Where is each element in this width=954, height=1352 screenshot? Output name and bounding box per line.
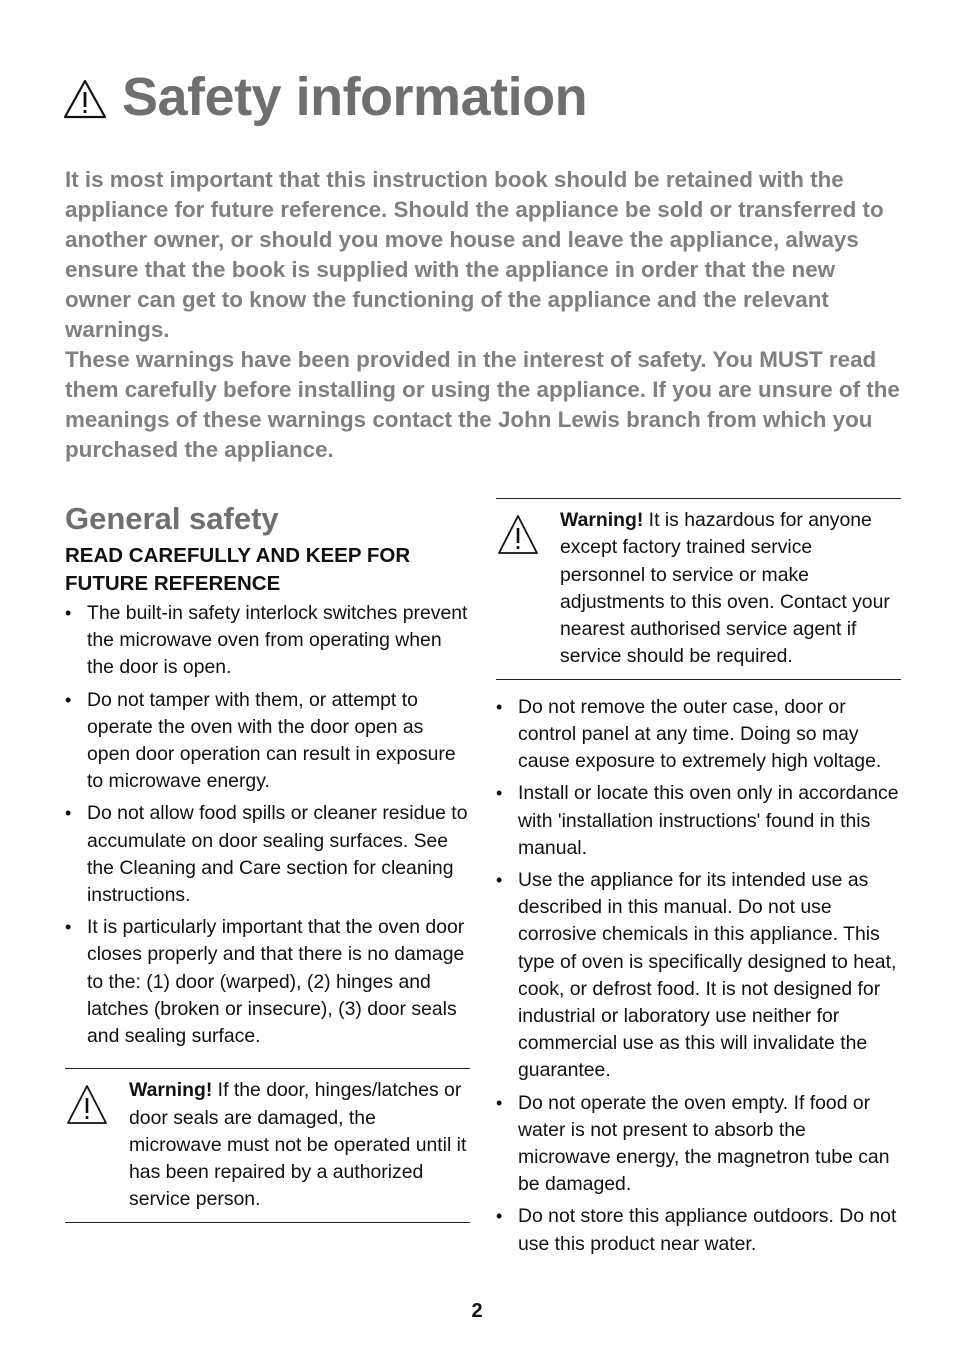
- list-item: • Do not operate the oven empty. If food or water is not present to absorb the microwave energy, the magnetron tube can be damaged.: [496, 1090, 901, 1199]
- general-safety-list: [65, 600, 470, 1050]
- list-item: • Do not tamper with them, or attempt to operate the oven with the door open as open door operation can result in exposure to microwave energy.: [65, 687, 470, 796]
- list-item: • Install or locate this oven only in accordance with 'installation instructions' found in this manual.: [496, 780, 901, 862]
- right-safety-list: [496, 694, 901, 1258]
- list-item: • Do not store this appliance outdoors. Do not use this product near water.: [496, 1203, 901, 1257]
- warning-box-service: [496, 498, 901, 680]
- intro-section: [65, 165, 907, 465]
- list-item: • The built-in safety interlock switches prevent the microwave oven from operating when the door is open.: [65, 600, 470, 682]
- page-title-text: Safety information: [122, 67, 588, 127]
- read-carefully-subheading: READ CAREFULLY AND KEEP FOR FUTURE REFERENCE: [65, 544, 411, 595]
- intro-paragraph-1: It is most important that this instruction book should be retained with the appliance for future reference. Should the appliance be sold or transferred to another owner, or should you move house and leave the appliance, always ensure that the book is supplied with the appliance in order that the new owner can get to know the functioning of the appliance and the relevant warnings.: [65, 167, 884, 342]
- warning-triangle-icon: [65, 1083, 109, 1127]
- list-item: • It is particularly important that the oven door closes properly and that there is no damage to the: (1) door (warped), (2) hinges and latches (broken or insecure), (3) door seals and sealing surface.: [65, 914, 470, 1050]
- page-title: [62, 66, 587, 128]
- warning-body: If the door, hinges/latches or door seals are damaged, the microwave must not be operated until it has been repaired by a authorized service person.: [129, 1079, 467, 1211]
- warning-body: It is hazardous for anyone except factory trained service personnel to service or make adjustments to this oven. Contact your nearest authorised service agent if service should be required.: [560, 509, 890, 668]
- warning-label: Warning!: [129, 1079, 213, 1102]
- list-item: • Do not allow food spills or cleaner residue to accumulate on door sealing surfaces. See the Cleaning and Care section for cleaning instructions.: [65, 800, 470, 909]
- list-item: • Use the appliance for its intended use as described in this manual. Do not use corrosive chemicals in this appliance. This type of oven is specifically designed to heat, cook, or defrost food. It is not designed for industrial or laboratory use neither for commercial use as this will invalidate the guarantee.: [496, 867, 901, 1085]
- warning-triangle-icon: [496, 513, 540, 557]
- list-item: • Do not remove the outer case, door or control panel at any time. Doing so may cause exposure to extremely high voltage.: [496, 694, 901, 776]
- right-column: [496, 498, 901, 1263]
- warning-label: Warning!: [560, 509, 644, 531]
- warning-box-door: [65, 1068, 470, 1222]
- warning-triangle-icon: [62, 78, 108, 120]
- general-safety-heading: General safety: [65, 501, 279, 536]
- intro-paragraph-2: These warnings have been provided in the interest of safety. You MUST read them carefully before installing or using the appliance. If you are unsure of the meanings of these warnings contact the John Lewis branch from which you purchased the appliance.: [65, 347, 900, 462]
- general-safety-column: [65, 498, 470, 1223]
- warning-text: [129, 1077, 470, 1213]
- warning-text: [560, 507, 901, 671]
- page-number: 2: [471, 1300, 483, 1322]
